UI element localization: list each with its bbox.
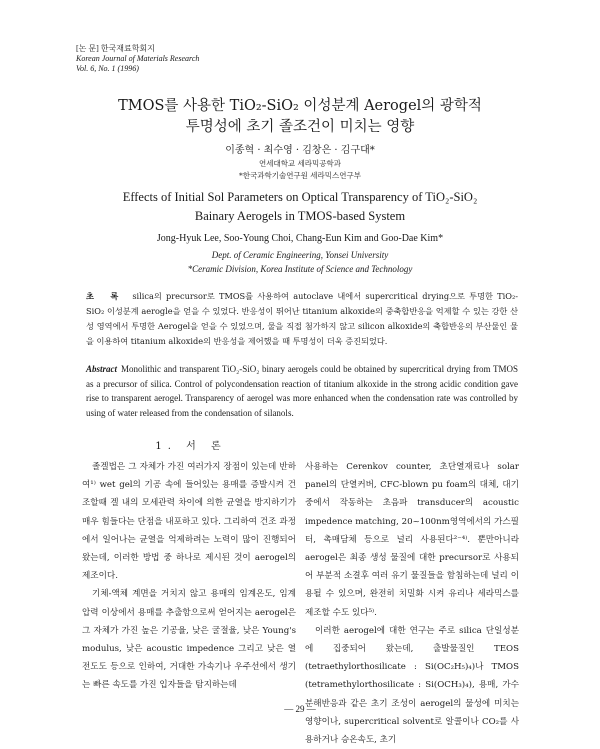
affiliation-korean-line1: 연세대학교 세라믹공학과 xyxy=(258,159,342,168)
abstract-english-label: Abstract xyxy=(86,364,118,374)
journal-name-ko: [논 문] 한국재료학회지 xyxy=(76,44,155,53)
title-korean-line1: TMOS를 사용한 TiO₂-SiO₂ 이성분계 Aerogel의 광학적 xyxy=(118,98,482,114)
authors-korean: 이종혁 · 최수영 · 김창은 · 김구대* xyxy=(225,145,375,156)
body-paragraph: 사용하는 Cerenkov counter, 초단열재료나 solar panel의 단열커버, CFC-blown pu foam의 대체, 대기중에서 작동하는 초음파 transducer의 acoustic impedence matching, 20~100nm영역에서의 가스필터, 촉매담체 등으로 널리 사용된다²⁻⁴⁾. 뿐만아니라 aerogel은 최종 생성 물질에 대한 precursor로 사용되어 부분적 소결후 여러 유기 물질들을 함침하는데 널리 이용될 수 있으며, 완전히 치밀화 시켜 유리나 세라믹스를 제조할 수도 있다⁵⁾. xyxy=(305,462,519,618)
body-paragraph: 졸겔법은 그 자체가 가진 여러가지 장점이 있는데 반하여¹⁾ wet gel의 기공 속에 들어있는 용매를 증발시켜 건조할때 겔 내의 모세관력 차이에 의한 균열을 방지하기가 매우 힘들다는 단점을 내포하고 있다. 그리하여 건조 과정에서 일어나는 균열을 억제하려는 노력이 많이 진행되어 왔는데, 이러한 방법 중 하나로 제시된 것이 aerogel의 제조이다. xyxy=(82,462,296,582)
page-number: — 29 — xyxy=(284,704,316,714)
affiliation-english xyxy=(60,248,540,276)
body-column-left xyxy=(82,458,296,695)
affiliation-korean xyxy=(60,158,540,182)
title-korean-line2: 투명성에 초기 졸조건이 미치는 영향 xyxy=(185,119,415,135)
abstract-english-text: Monolithic and transparent TiO₂-SiO₂ binary aerogels could be obtained by supercritical drying from TMOS as a precursor of silica. Control of polycondensation reaction of titanium alkoxide in the strong acidic condition gave rise to transparent aerogel. Transparency of aerogel was more enhanced when the condensation rate was controlled by using of water released from the condensation of silanols. xyxy=(86,364,518,418)
body-paragraph: 이러한 aerogel에 대한 연구는 주로 silica 단일성분에 집중되어 왔는데, 출발물질인 TEOS (tetraethylorthosilicate : Si(OC₂H₅)₄)나 TMOS (tetramethylorthosilicate : Si(OCH₃)₄), 용매, 가수분해반응과 같은 초기 조성이 aerogel의 물성에 미치는 영향이나, supercritical solvent로 알콜이나 CO₂를 사용하거나 승온속도, 초기 xyxy=(305,625,519,746)
body-paragraph: 기체-액체 계면을 거치지 않고 용매의 임계온도, 임계압력 이상에서 용매를 추출함으로써 얻어지는 aerogel은 그 자체가 가진 높은 기공율, 낮은 굴절율, 낮은 Young's modulus, 낮은 acoustic impedence 그리고 낮은 열전도도 등으로 인하여, 거대한 가속기나 우주선에서 생기는 빠른 속도를 가진 입자들을 탐지하는데 xyxy=(82,589,296,691)
title-english-line1: Effects of Initial Sol Parameters on Optical Transparency of TiO₂-SiO₂ xyxy=(122,190,478,204)
affiliation-korean-line2: *한국과학기술연구원 세라믹스연구부 xyxy=(238,171,362,180)
title-korean xyxy=(60,96,540,138)
journal-name-en: Korean Journal of Materials Research xyxy=(76,54,200,63)
affiliation-english-line2: *Ceramic Division, Korea Institute of Science and Technology xyxy=(187,264,413,274)
affiliation-english-line1: Dept. of Ceramic Engineering, Yonsei University xyxy=(211,250,389,260)
abstract-korean-label: 초 록 xyxy=(86,291,125,301)
abstract-korean xyxy=(86,289,518,349)
journal-header xyxy=(76,44,199,74)
abstract-english xyxy=(86,362,518,420)
abstract-korean-text: silica의 precursor로 TMOS를 사용하여 autoclave 내에서 supercritical drying으로 투명한 TiO₂-SiO₂ 이성분계 aerogle을 얻을 수 있었다. 반응성이 뛰어난 titanium alkoxide의 중축합반응을 억제할 수 있는 강한 산성 영역에서 투명한 Aerogel을 얻을 수 있었으며, 물을 직접 첨가하지 않고 silicon alkoxide의 축합반응의 부산물인 물을 이용하여 titanium alkoxide의 반응성을 제어했을 때 투명성이 더욱 증진되었다. xyxy=(86,291,519,346)
title-english xyxy=(60,188,540,226)
section-heading-introduction: 1. 서 론 xyxy=(155,441,227,452)
authors-english: Jong-Hyuk Lee, Soo-Young Choi, Chang-Eun Kim and Goo-Dae Kim* xyxy=(156,233,444,244)
journal-volume: Vol. 6, No. 1 (1996) xyxy=(76,64,139,73)
title-english-line2: Bainary Aerogels in TMOS-based System xyxy=(194,209,406,223)
